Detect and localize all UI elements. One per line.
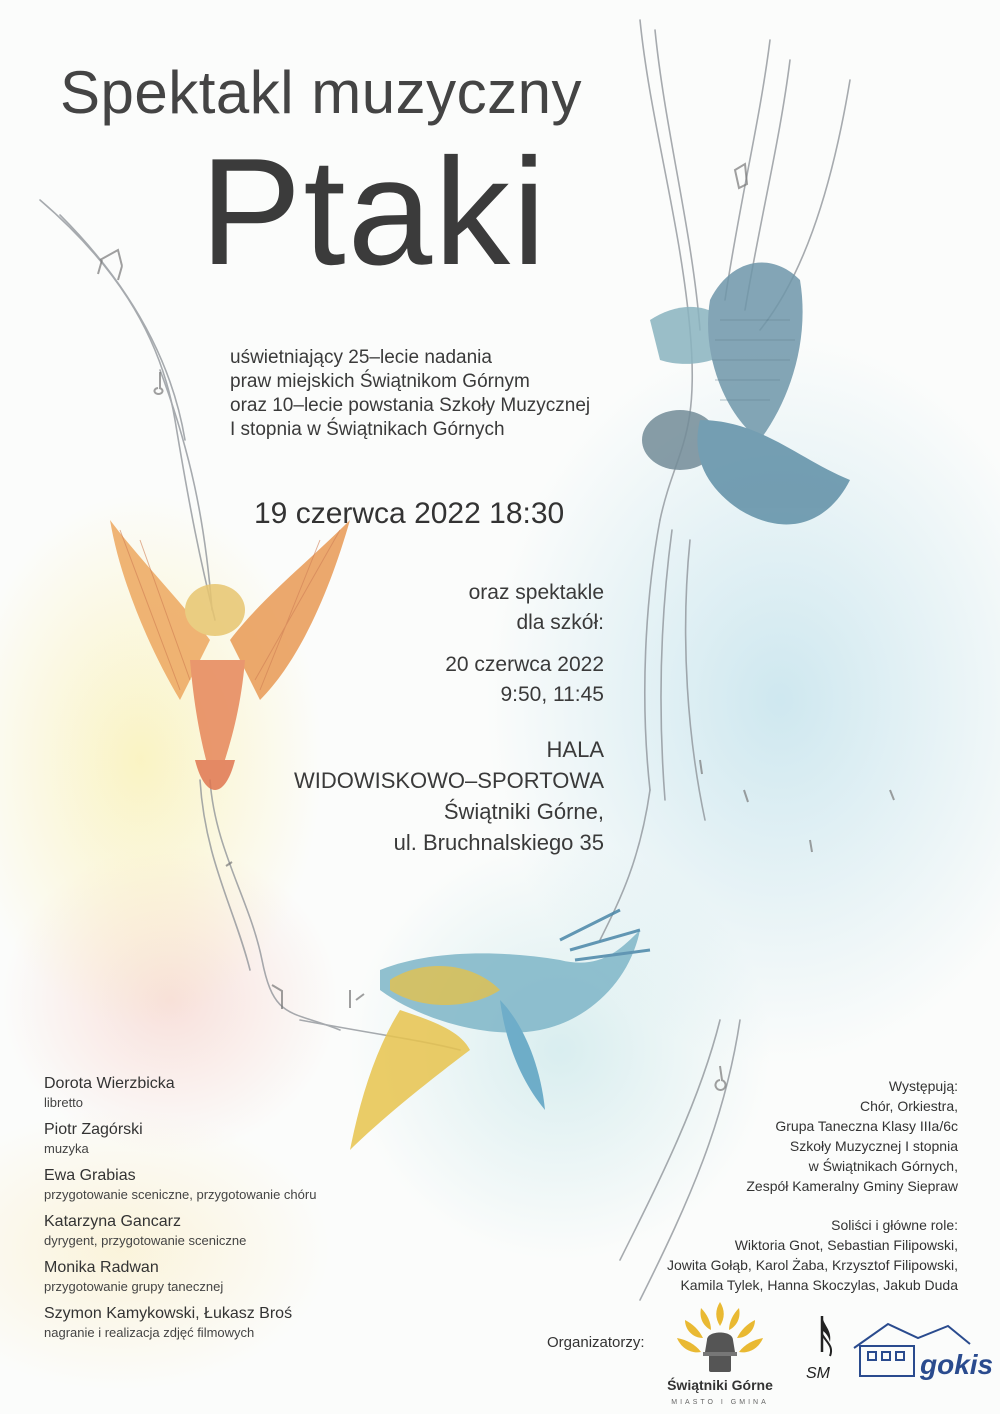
- credit-role: dyrygent, przygotowanie sceniczne: [44, 1233, 247, 1248]
- venue-line: ul. Bruchnalskiego 35: [393, 830, 604, 855]
- swiatniki-gorne-logo: [663, 1296, 778, 1408]
- performers-block: [746, 1076, 958, 1196]
- credit-item: [44, 1212, 316, 1249]
- swiatniki-logo-text: Świątniki Górne: [667, 1377, 773, 1393]
- main-performance-date: 19 czerwca 2022 18:30: [254, 497, 565, 530]
- venue-line: WIDOWISKOWO–SPORTOWA: [293, 768, 604, 793]
- credit-role: libretto: [44, 1095, 84, 1110]
- organizers-label: Organizatorzy:: [547, 1334, 645, 1351]
- soloists-block: [667, 1215, 958, 1295]
- credit-role: muzyka: [44, 1141, 89, 1156]
- school-shows-date: [445, 650, 604, 710]
- school-shows-note: [469, 578, 604, 638]
- school-date-line: 20 czerwca 2022: [445, 653, 604, 676]
- credit-item: [44, 1120, 316, 1157]
- green-blue-bird: [350, 910, 650, 1150]
- gokis-logo-text: gokis: [920, 1349, 994, 1380]
- performers-line: Grupa Taneczna Klasy IIIa/6c: [775, 1118, 958, 1134]
- credit-name: Katarzyna Gancarz: [44, 1213, 181, 1230]
- school-date-line: 9:50, 11:45: [500, 683, 604, 706]
- swiatniki-logo-subtext: MIASTO I GMINA: [671, 1399, 769, 1406]
- intro-text: [230, 346, 590, 442]
- credit-item: [44, 1258, 316, 1295]
- credit-name: Szymon Kamykowski, Łukasz Broś: [44, 1305, 293, 1322]
- title-line-1: Spektakl muzyczny: [60, 59, 583, 126]
- music-school-logo-text: SM: [806, 1365, 830, 1382]
- credit-role: przygotowanie grupy tanecznej: [44, 1279, 224, 1294]
- venue-line: Świątniki Górne,: [443, 799, 604, 824]
- school-note-line: dla szkół:: [516, 611, 604, 634]
- soloists-line: Wiktoria Gnot, Sebastian Filipowski,: [734, 1237, 958, 1253]
- credit-item: [44, 1304, 316, 1341]
- performers-line: Występują:: [888, 1078, 958, 1094]
- soloists-line: Kamila Tylek, Hanna Skoczylas, Jakub Duda: [680, 1277, 958, 1293]
- intro-line: I stopnia w Świątnikach Górnych: [230, 419, 505, 440]
- performers-line: Szkoły Muzycznej I stopnia: [789, 1138, 958, 1154]
- intro-line: uświetniający 25–lecie nadania: [230, 347, 492, 368]
- soloists-line: Soliści i główne role:: [831, 1217, 958, 1233]
- credit-name: Dorota Wierzbicka: [44, 1075, 175, 1092]
- credits-list: [44, 1074, 316, 1350]
- performers-line: Chór, Orkiestra,: [859, 1098, 958, 1114]
- credit-item: [44, 1074, 316, 1111]
- credit-name: Ewa Grabias: [44, 1167, 136, 1184]
- soloists-line: Jowita Gołąb, Karol Żaba, Krzysztof Filipowski,: [667, 1257, 958, 1273]
- music-school-logo: [800, 1312, 840, 1387]
- gokis-logo: [848, 1318, 994, 1382]
- credit-item: [44, 1166, 316, 1203]
- school-note-line: oraz spektakle: [468, 581, 604, 604]
- performers-line: w Świątnikach Górnych,: [808, 1158, 958, 1174]
- intro-line: oraz 10–lecie powstania Szkoły Muzycznej: [230, 395, 591, 416]
- credit-role: nagranie i realizacja zdjęć filmowych: [44, 1325, 255, 1340]
- credit-role: przygotowanie sceniczne, przygotowanie chóru: [44, 1187, 317, 1202]
- venue-address: [294, 734, 604, 858]
- credit-name: Piotr Zagórski: [44, 1121, 143, 1138]
- blue-bird: [642, 263, 850, 525]
- intro-line: praw miejskich Świątnikom Górnym: [230, 371, 530, 392]
- performers-line: Zespół Kameralny Gminy Siepraw: [746, 1178, 958, 1194]
- credit-name: Monika Radwan: [44, 1259, 159, 1276]
- title-line-2: Ptaki: [200, 127, 548, 297]
- venue-line: HALA: [546, 737, 604, 762]
